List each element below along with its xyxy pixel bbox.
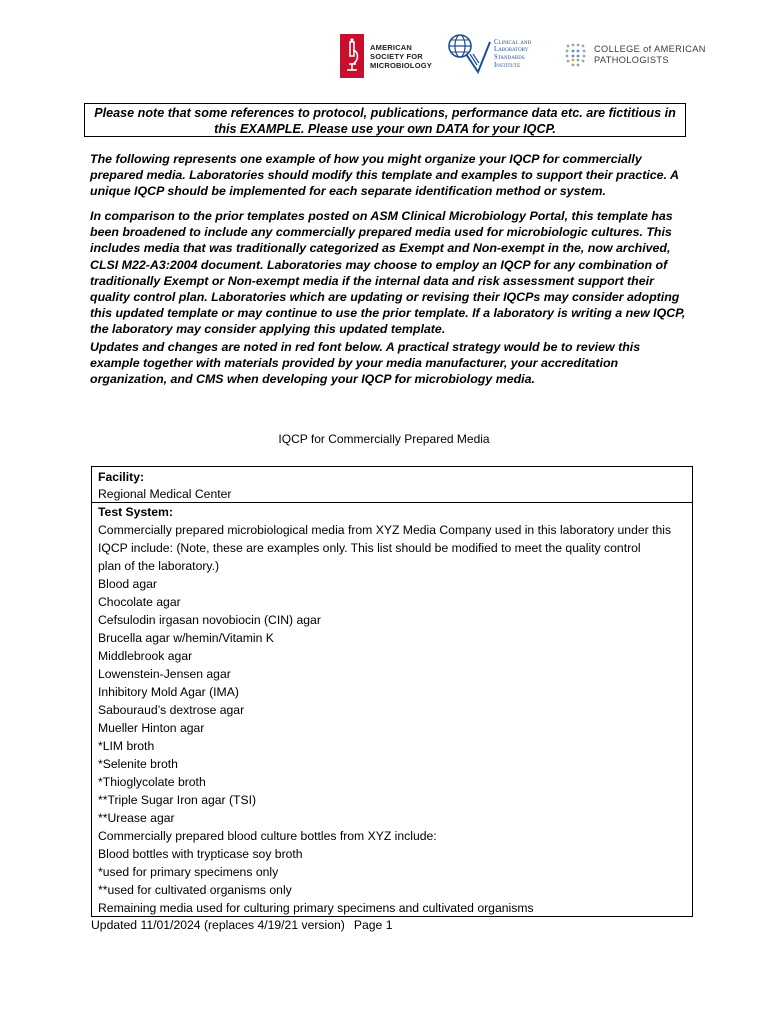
media-item: Brucella agar w/hemin/Vitamin K	[98, 631, 274, 645]
blood-culture-item: Blood bottles with trypticase soy broth	[98, 847, 303, 861]
media-item: Mueller Hinton agar	[98, 721, 205, 735]
intro-paragraph: The following represents one example of how you might organize your IQCP for commercially prepared media. Laboratories should modify this template and examples to support their practice. A unique IQCP should be implemented for each separate identification method or system.	[90, 152, 679, 199]
blood-culture-intro: Commercially prepared blood culture bottles from XYZ include:	[98, 829, 437, 843]
test-system-description: plan of the laboratory.)	[98, 559, 220, 573]
media-note: Remaining media used for culturing primary specimens and cultivated organisms	[98, 901, 534, 915]
footer-updated: Updated 11/01/2024 (replaces 4/19/21 version)	[91, 918, 345, 932]
media-item: Blood agar	[98, 577, 157, 591]
clsi-logo-line: Clinical and	[494, 38, 532, 46]
facility-label: Facility:	[98, 470, 145, 484]
iqcp-table	[91, 466, 693, 917]
media-item: Middlebrook agar	[98, 649, 193, 663]
cap-logo-line: COLLEGE of AMERICAN	[594, 44, 706, 54]
clsi-logo-line: Laboratory	[494, 46, 529, 54]
logo-bar	[0, 30, 768, 80]
media-item: Inhibitory Mold Agar (IMA)	[98, 685, 239, 699]
facility-section	[92, 467, 692, 503]
media-item: *Thioglycolate broth	[98, 775, 206, 789]
media-item: *LIM broth	[98, 739, 155, 753]
footer-page-number: Page 1	[353, 918, 393, 932]
test-system-section	[92, 503, 692, 917]
intro-paragraph: Updates and changes are noted in red font below. A practical strategy would be to review this example together with materials provided by your media manufacturer, your accreditation organization, and CMS when developing your IQCP for microbiology media.	[90, 340, 641, 387]
media-item: Chocolate agar	[98, 595, 181, 609]
test-system-label: Test System:	[98, 505, 173, 519]
fictitious-data-notice: Please note that some references to protocol, publications, performance data etc. are fictitious in this EXAMPLE. Please use your own DATA for your IQCP.	[84, 103, 686, 137]
document-title: IQCP for Commercially Prepared Media	[278, 432, 490, 446]
asm-logo-line: AMERICAN	[370, 42, 413, 52]
media-note: **used for cultivated organisms only	[98, 883, 292, 897]
media-item: Sabouraud’s dextrose agar	[98, 703, 245, 717]
test-system-description: IQCP include: (Note, these are examples only. This list should be modified to meet the quality control	[98, 541, 641, 555]
media-item: *Selenite broth	[98, 757, 178, 771]
cap-logo-line: PATHOLOGISTS	[594, 55, 669, 65]
asm-microscope-icon	[340, 34, 364, 78]
clsi-logo-line: Standards	[494, 54, 525, 61]
media-item: Lowenstein-Jensen agar	[98, 667, 231, 681]
page-footer	[91, 917, 393, 933]
media-note: *used for primary specimens only	[98, 865, 279, 879]
asm-logo-line: SOCIETY FOR	[370, 51, 423, 61]
intro-paragraph: In comparison to the prior templates posted on ASM Clinical Microbiology Portal, this template has been broadened to include any commercially prepared media used for microbiologic cultures. This includes media that was traditionally categorized as Exempt and Non-exempt in the, now archived, CLSI M22-A3:2004 document. Laboratories may choose to employ an IQCP for any combination of traditionally Exempt or Non-exempt media if the internal data and risk assessment support their quality control plan. Laboratories which are updating or revising their IQCPs may consider adopting this updated template or may continue to use the prior template. If a laboratory is writing a new IQCP, the laboratory may consider applying this updated template.	[90, 209, 686, 337]
cap-logo	[564, 42, 706, 68]
clsi-logo	[446, 32, 531, 76]
clsi-logo-line: Institute	[494, 61, 521, 69]
asm-logo-line: MICROBIOLOGY	[370, 60, 432, 70]
clsi-globe-icon	[446, 32, 492, 76]
media-item: **Triple Sugar Iron agar (TSI)	[98, 793, 257, 807]
facility-value: Regional Medical Center	[98, 487, 232, 501]
asm-logo	[340, 34, 432, 78]
media-item: **Urease agar	[98, 811, 175, 825]
cap-dots-icon	[564, 42, 588, 68]
test-system-description: Commercially prepared microbiological media from XYZ Media Company used in this laboratory under this	[98, 523, 672, 537]
media-item: Cefsulodin irgasan novobiocin (CIN) agar	[98, 613, 321, 627]
